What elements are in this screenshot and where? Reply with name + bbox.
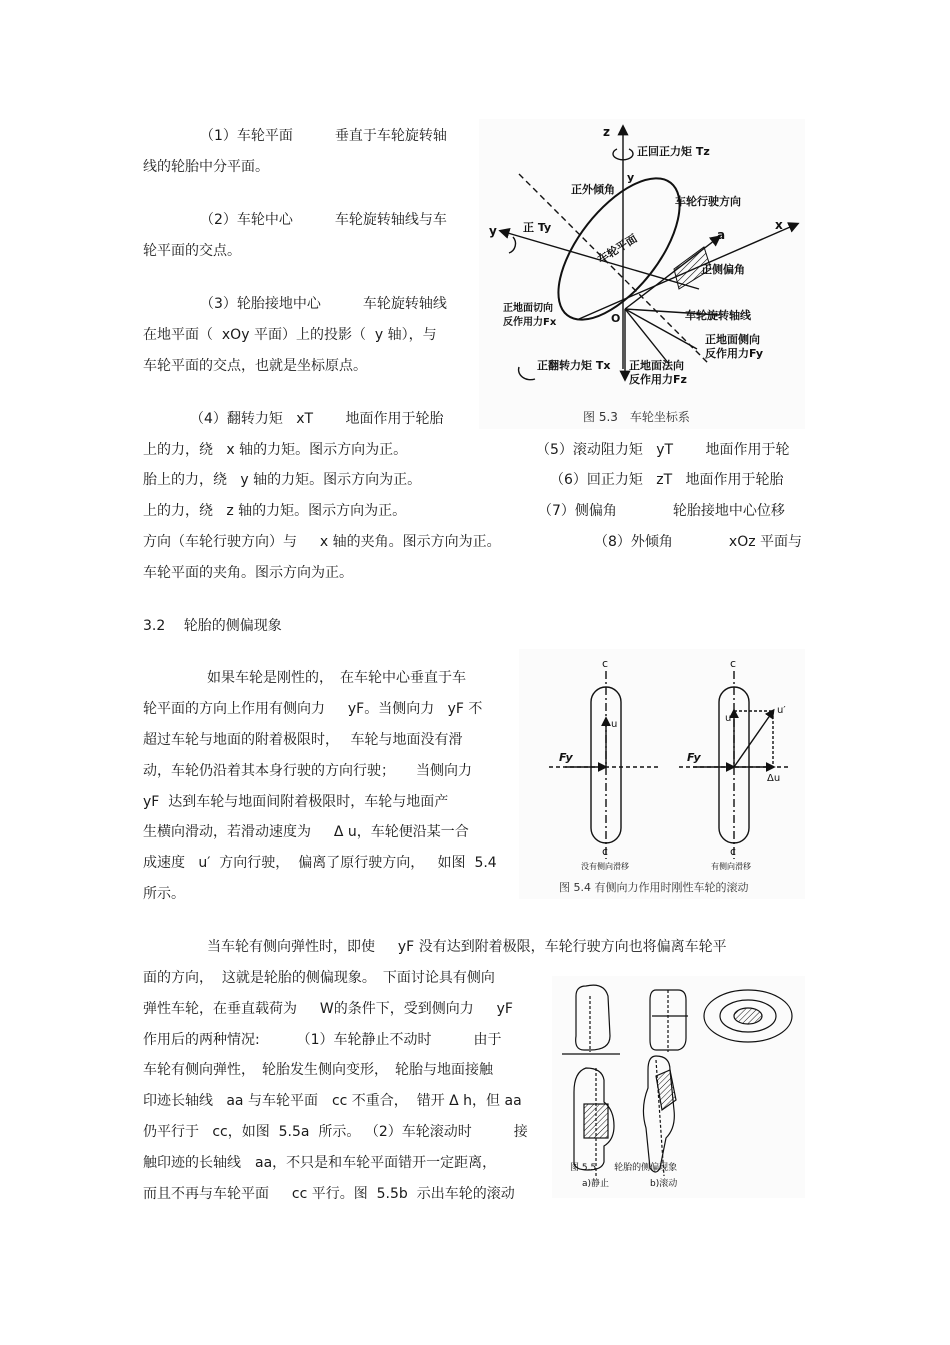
x-axis-label: x (775, 218, 783, 232)
para-aligning-moment: （6）回正力矩 zT 地面作用于轮胎 (550, 472, 784, 488)
figure-5-5-caption: 图 5.5 轮胎的侧偏现象 (570, 1163, 678, 1173)
fx-label-1: 正地面切向 (503, 303, 553, 314)
c-bottom-label: c (730, 845, 737, 858)
subfigure-b-label: b)滚动 (650, 1179, 678, 1189)
fy-label-2: 反作用力Fy (705, 347, 764, 360)
text-line: 所示。 (143, 886, 185, 902)
section-heading: 3.2 轮胎的侧偏现象 (143, 618, 282, 634)
text-line: 印迹长轴线 aa 与车轮平面 cc 不重合， 错开 Δ h，但 aa (143, 1093, 522, 1109)
figure-5-3-wheel-coordinate-system (479, 119, 805, 429)
text-line: 动，车轮仍沿着其本身行驶的方向行驶； 当侧向力 (143, 763, 472, 779)
para-camber-angle: （8）外倾角 xOz 平面与 (594, 534, 803, 550)
c-bottom-label: c (602, 845, 609, 858)
text-line: 生横向滑动，若滑动速度为 Δ u，车轮便沿某一合 (143, 824, 469, 840)
delta-u-label: Δu (767, 773, 781, 784)
para-rolling-resistance: （5）滚动阻力矩 yT 地面作用于轮 (536, 442, 790, 458)
text-line: 成速度 u′ 方向行驶， 偏离了原行驶方向， 如图 5.4 (143, 855, 497, 871)
figure-5-3-caption: 图 5.3 车轮坐标系 (583, 410, 690, 424)
text-line: 而且不再与车轮平面 cc 平行。图 5.5b 示出车轮的滚动 (143, 1186, 515, 1202)
origin-label: O (611, 312, 621, 325)
fy-label-1: 正地面侧向 (705, 333, 760, 346)
para-contact-center: （3）轮胎接地中心 车轮旋转轴线 (200, 296, 447, 312)
slip-label: 有侧向滑移 (711, 862, 751, 871)
fz-label-2: 反作用力Fz (629, 373, 687, 386)
y-axis-label: y (489, 224, 497, 238)
text-line: 轮平面的交点。 (143, 243, 241, 259)
text-line: 方向（车轮行驶方向）与 x 轴的夹角。图示方向为正。 (143, 534, 501, 550)
fy-label: Fy (559, 751, 573, 764)
fx-label-2: 反作用力Fx (503, 317, 557, 328)
overturning-label: 正翻转力矩 Tx (537, 359, 611, 372)
text-line: 弹性车轮，在垂直载荷为 W的条件下，受到侧向力 yF (143, 1001, 513, 1017)
text-line: 仍平行于 cc，如图 5.5a 所示。 （2）车轮滚动时 接 (143, 1124, 528, 1140)
text-line: 作用后的两种情况: （1）车轮静止不动时 由于 (143, 1032, 502, 1048)
figure-5-4-caption: 图 5.4 有侧向力作用时刚性车轮的滚动 (559, 881, 749, 894)
subfigure-a-label: a)静止 (582, 1179, 610, 1189)
no-slip-label: 没有侧向滑移 (581, 862, 629, 871)
y-top-label: y (627, 171, 635, 184)
para-slip-angle: （7）侧偏角 轮胎接地中心位移 (538, 503, 785, 519)
figure-5-4-rigid-wheel (519, 649, 805, 899)
c-top-label: c (730, 657, 737, 670)
text-line: 车轮平面的交点，也就是坐标原点。 (143, 358, 367, 374)
text-line: 线的轮胎中分平面。 (143, 159, 269, 175)
para-wheel-plane: （1）车轮平面 垂直于车轮旋转轴 (200, 128, 447, 144)
a-label: a (717, 228, 726, 242)
text-line: 上的力，绕 x 轴的力矩。图示方向为正。 (143, 442, 408, 458)
camber-label: 正外倾角 (571, 183, 615, 196)
direction-label: 车轮行驶方向 (675, 195, 741, 208)
c-top-label: c (602, 657, 609, 670)
text-line: 车轮平面的夹角。图示方向为正。 (143, 565, 353, 581)
u-label: u (611, 719, 618, 730)
rotation-axis-label: 车轮旋转轴线 (685, 309, 751, 322)
text-line: 触印迹的长轴线 aa，不只是和车轮平面错开一定距离， (143, 1155, 497, 1171)
text-line: 车轮有侧向弹性， 轮胎发生侧向变形， 轮胎与地面接触 (143, 1062, 493, 1078)
text-line: yF 达到车轮与地面间附着极限时，车轮与地面产 (143, 794, 449, 810)
text-line: 超过车轮与地面的附着极限时， 车轮与地面没有滑 (143, 732, 463, 748)
figure-5-5-tire-sideslip (552, 976, 805, 1198)
para-elastic-wheel: 当车轮有侧向弹性时，即使 yF 没有达到附着极限，车轮行驶方向也将偏离车轮平 (207, 939, 727, 955)
fz-label-1: 正地面法向 (629, 359, 684, 372)
aligning-moment-label: 正回正力矩 Tz (637, 145, 710, 158)
slip-angle-label: 正侧偏角 (701, 263, 745, 276)
rolling-moment-label: 正 Ty (523, 221, 552, 234)
para-wheel-center: （2）车轮中心 车轮旋转轴线与车 (200, 212, 447, 228)
text-line: 在地平面（ xOy 平面）上的投影（ y 轴），与 (143, 327, 437, 343)
z-axis-label: z (603, 125, 610, 139)
para-overturning-moment: （4）翻转力矩 xT 地面作用于轮胎 (190, 411, 444, 427)
u-prime-label: u′ (777, 705, 786, 716)
para-rigid-wheel: 如果车轮是刚性的， 在车轮中心垂直于车 (207, 670, 466, 686)
u-label: u (725, 713, 732, 724)
fy-label: Fy (687, 751, 701, 764)
text-line: 胎上的力，绕 y 轴的力矩。图示方向为正。 (143, 472, 422, 488)
text-line: 上的力，绕 z 轴的力矩。图示方向为正。 (143, 503, 407, 519)
text-line: 轮平面的方向上作用有侧向力 yF。当侧向力 yF 不 (143, 701, 483, 717)
text-line: 面的方向， 这就是轮胎的侧偏现象。 下面讨论具有侧向 (143, 970, 495, 986)
wheel-plane-label: 车轮平面 (595, 231, 640, 267)
